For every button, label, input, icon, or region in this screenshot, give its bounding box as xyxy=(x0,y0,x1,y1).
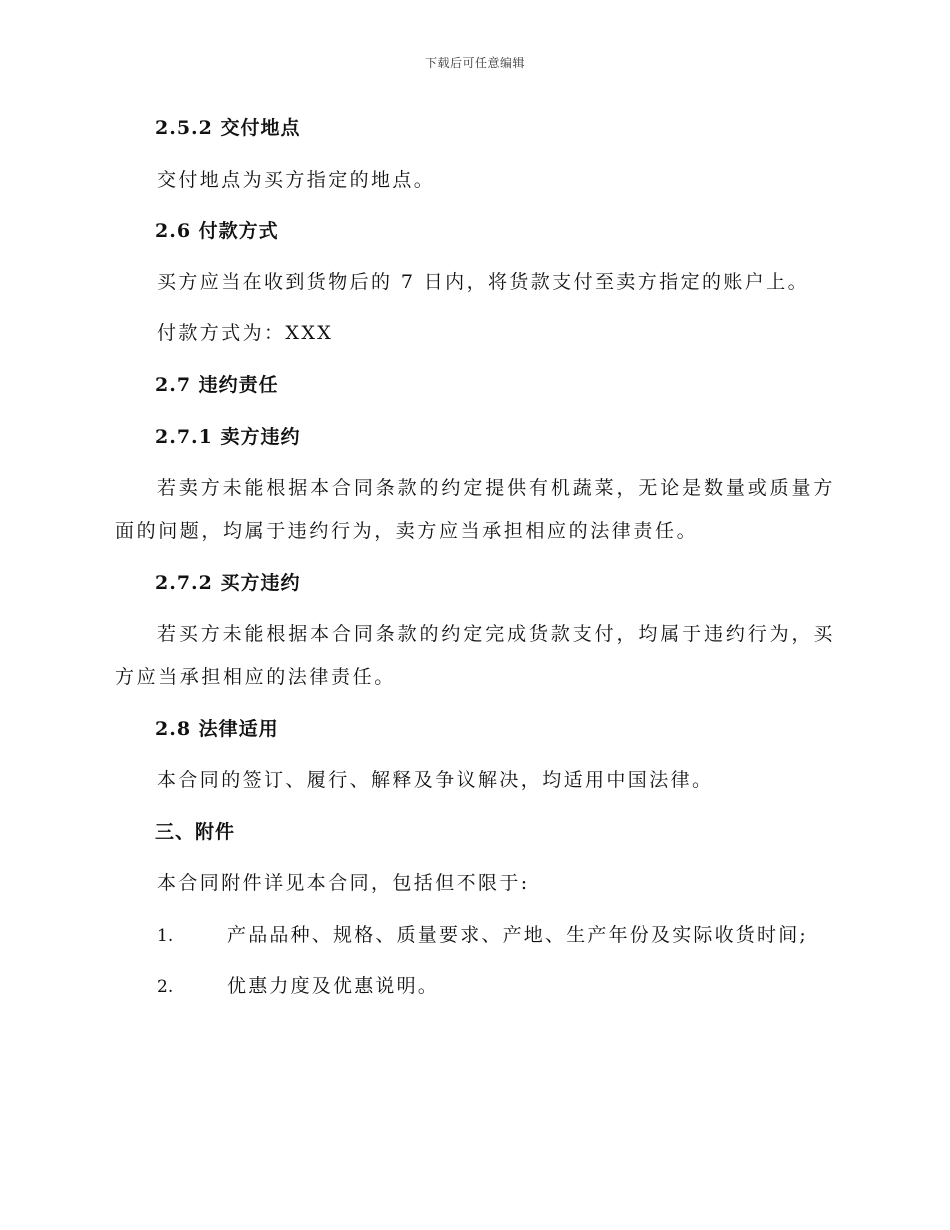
list-item xyxy=(115,922,877,949)
list-item-text: 优惠力度及优惠说明。 xyxy=(227,975,440,997)
paragraph-2-6-b: 付款方式为：XXX xyxy=(157,322,334,344)
list-item-text: 产品品种、规格、质量要求、产地、生产年份及实际收货时间; xyxy=(227,924,809,946)
heading-2-7-2: 2.7.2 买方违约 xyxy=(155,572,301,594)
page-header: 下载后可任意编辑 xyxy=(424,56,525,70)
paragraph-2-7-1: 若卖方未能根据本合同条款的约定提供有机蔬菜，无论是数量或质量方面的问题，均属于违约行为，卖方应当承担相应的法律责任。 xyxy=(115,477,835,542)
heading-section-3: 三、附件 xyxy=(155,821,236,843)
heading-2-8: 2.8 法律适用 xyxy=(155,718,279,740)
paragraph-2-6-a: 买方应当在收到货物后的 7 日内，将货款支付至卖方指定的账户上。 xyxy=(157,271,809,293)
paragraph-2-5-2: 交付地点为买方指定的地点。 xyxy=(157,169,436,191)
list-item xyxy=(115,973,877,1000)
heading-2-6: 2.6 付款方式 xyxy=(155,220,279,242)
paragraph-2-7-2: 若买方未能根据本合同条款的约定完成货款支付，均属于违约行为，买方应当承担相应的法律责任。 xyxy=(115,623,835,688)
list-item-number: 2. xyxy=(157,977,174,997)
paragraph-section-3: 本合同附件详见本合同，包括但不限于: xyxy=(157,872,530,894)
heading-2-7: 2.7 违约责任 xyxy=(155,374,279,396)
paragraph-2-8: 本合同的签订、履行、解释及争议解决，均适用中国法律。 xyxy=(157,769,714,791)
list-item-number: 1. xyxy=(157,926,174,946)
heading-2-5-2: 2.5.2 交付地点 xyxy=(155,117,301,139)
heading-2-7-1: 2.7.1 卖方违约 xyxy=(155,426,301,448)
